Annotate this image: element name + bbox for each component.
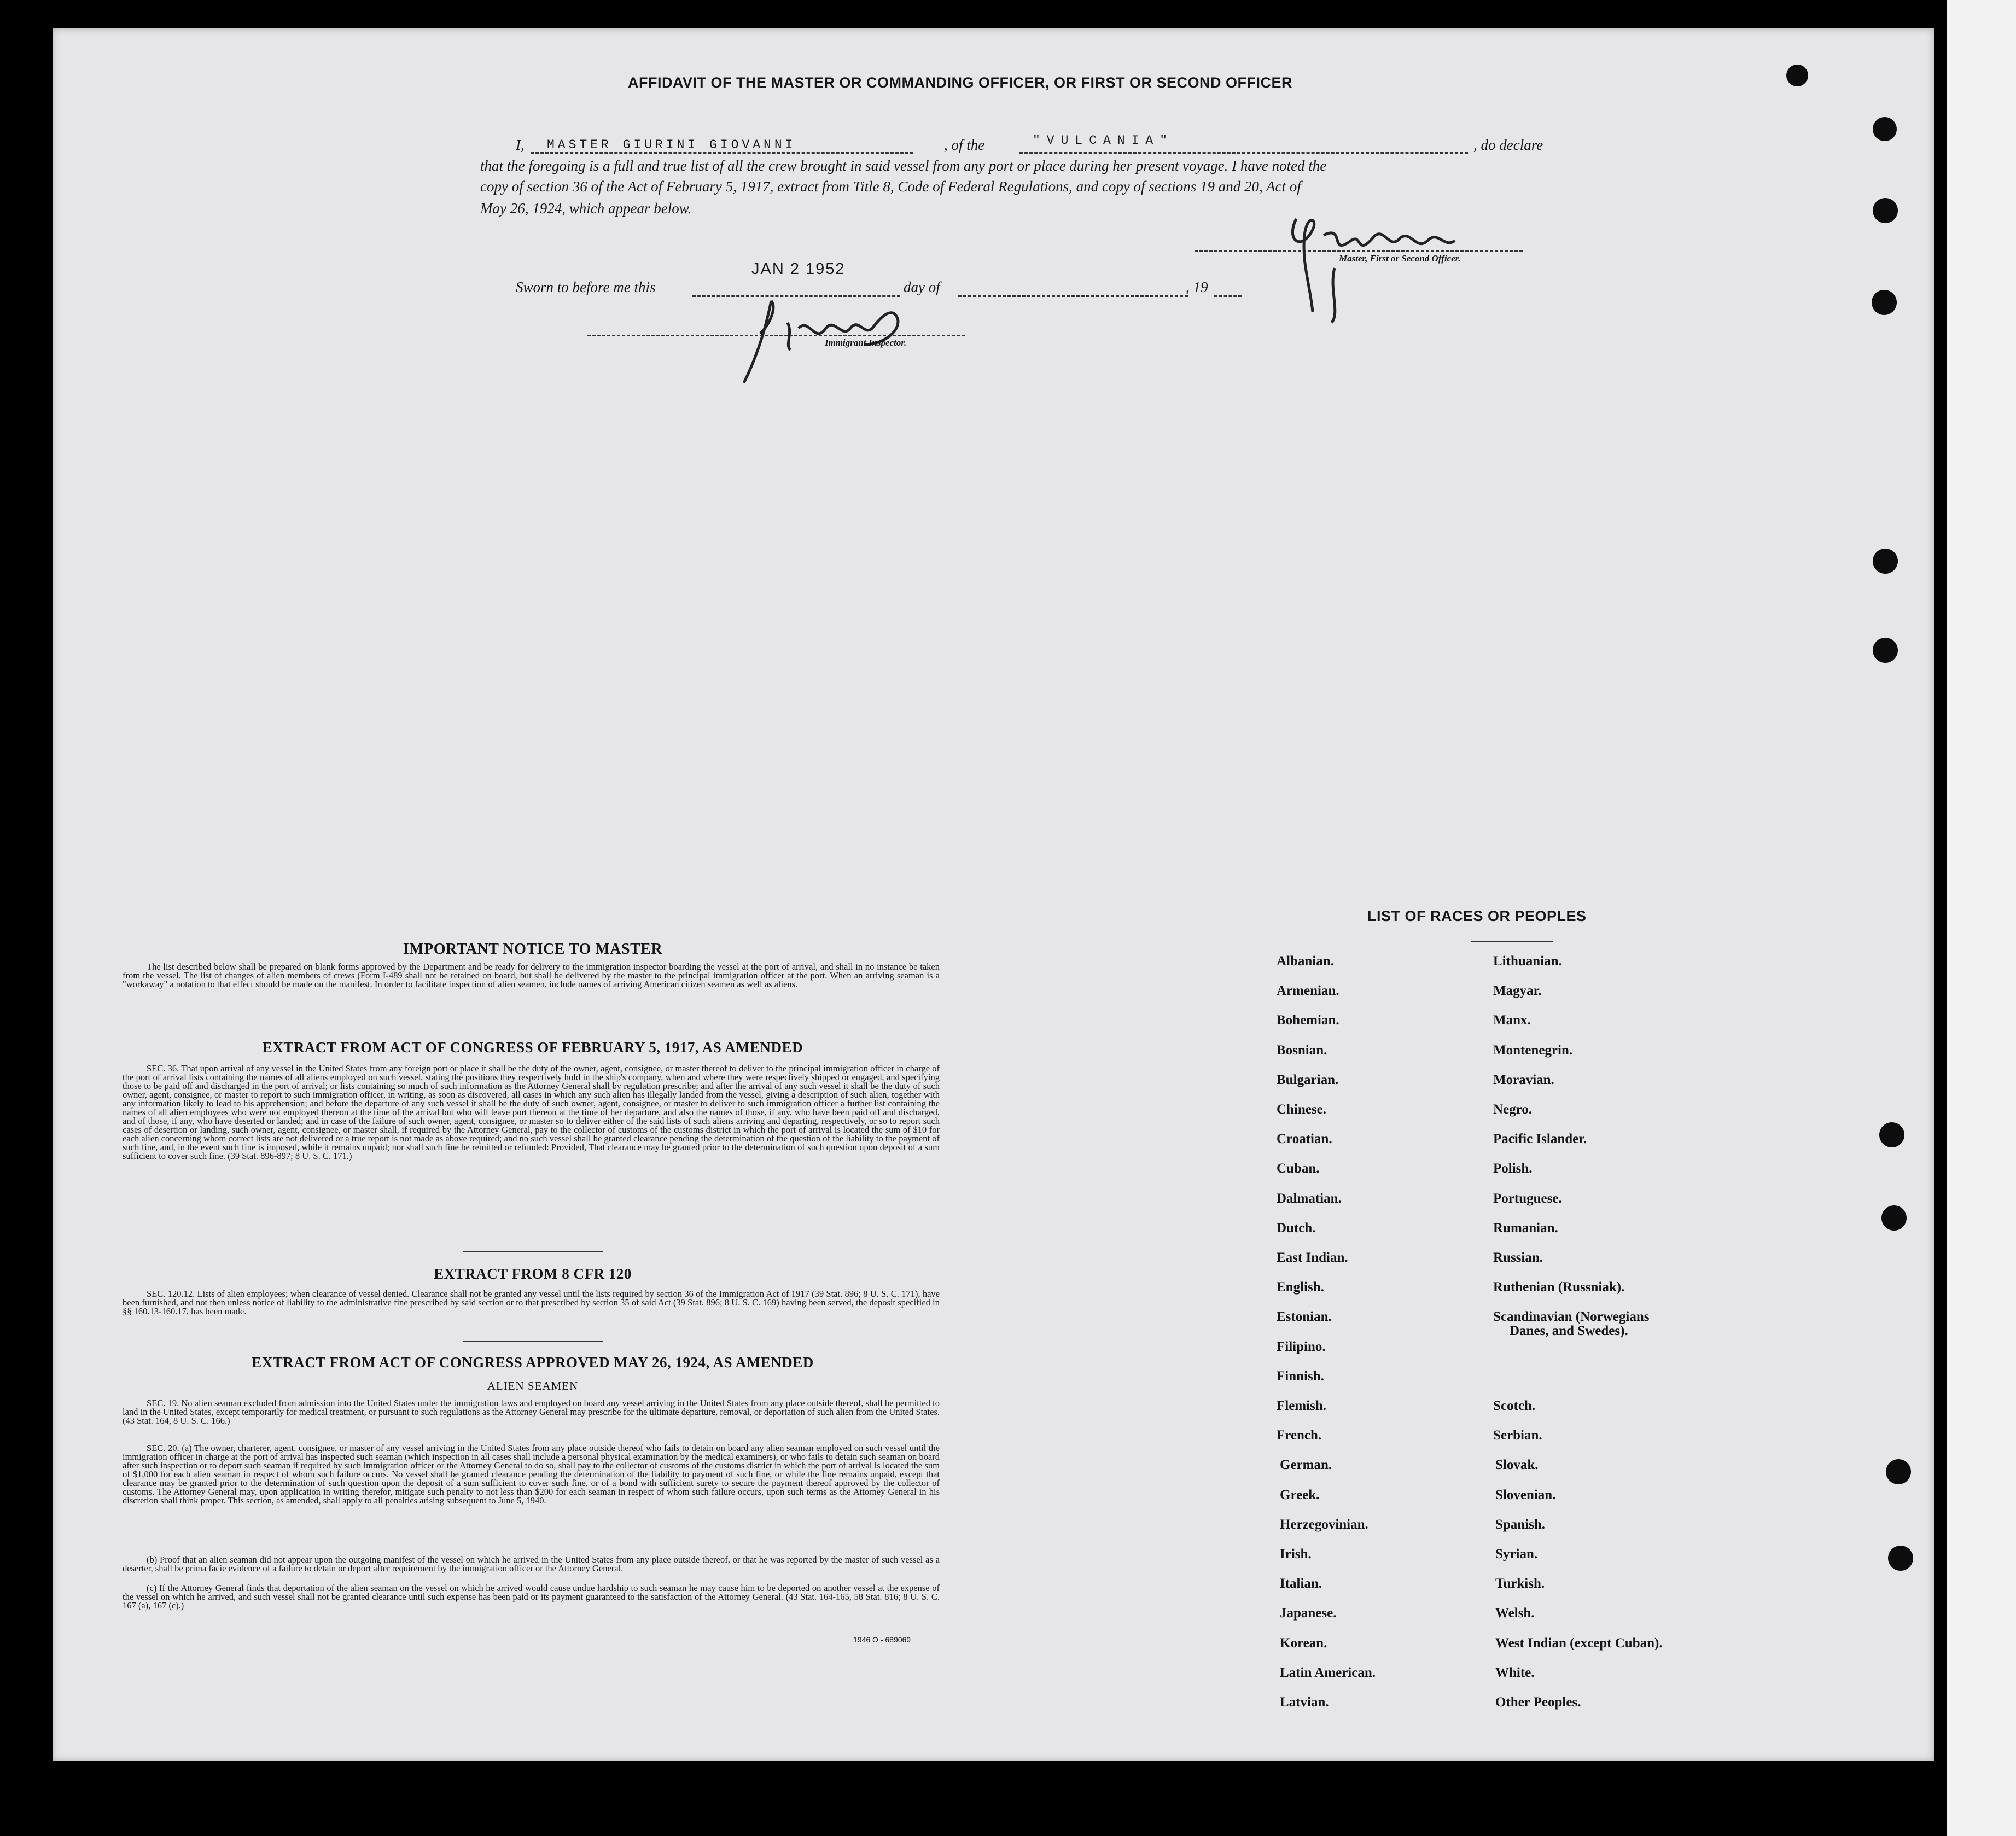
race-list-item: Moravian.	[1493, 1072, 1554, 1087]
race-list-item: Cuban.	[1277, 1161, 1320, 1176]
binder-hole	[1873, 549, 1898, 574]
race-list-item: Latvian.	[1280, 1695, 1329, 1710]
binder-hole	[1786, 65, 1808, 86]
race-list-item: Turkish.	[1495, 1576, 1545, 1592]
race-list-item: Armenian.	[1277, 983, 1339, 999]
section-divider	[463, 1251, 603, 1252]
race-list-item: Scotch.	[1493, 1398, 1536, 1413]
sworn-month-line	[958, 295, 1188, 297]
race-list-item: Ruthenian (Russniak).	[1493, 1280, 1625, 1295]
binder-hole	[1886, 1459, 1911, 1484]
extract-cfr-body: SEC. 120.12. Lists of alien employees; when clearance of vessel denied. Clearance shall not be granted any vessel until the lists required by section 36 of the Immigration Act of 1917 (39 Stat. 896; 8 U. S. C. 171), have been furnished, and not then unless notice of liability to the administrative fine prescribed by said section or to that prescribed by section 35 of said Act (39 Stat. 896; 8 U. S. C. 169) having been served, the deposit specified in §§ 160.13-160.17, has been made.	[123, 1289, 940, 1316]
year-label: , 19	[1186, 279, 1208, 295]
race-list-item: Croatian.	[1277, 1132, 1332, 1147]
notice-body: The list described below shall be prepared on blank forms approved by the Department and be ready for delivery to the immigration inspector boarding the vessel at the port of arrival, and shall in no instance be taken from the vessel. The list of changes of alien members of crews (Form I-489 shall not be retained on board, but shall be delivered by the master to the principal immigration officer at the port. When an arriving seaman is a "workaway" a notation to that effect should be made on the manifest. In order to facilitate inspection of alien seamen, include names of arriving American citizen seamen as well as aliens.	[123, 961, 940, 989]
race-list-item: Lithuanian.	[1493, 954, 1562, 969]
inspector-caption: Immigrant Inspector.	[825, 337, 907, 348]
master-name-line	[531, 152, 913, 154]
race-list-item: Montenegrin.	[1493, 1042, 1573, 1058]
extract-cfr-title: EXTRACT FROM 8 CFR 120	[434, 1266, 632, 1282]
race-list-item: Serbian.	[1493, 1428, 1542, 1443]
race-list-item: Flemish.	[1277, 1398, 1326, 1413]
extract-1924-title: EXTRACT FROM ACT OF CONGRESS APPROVED MAY 26, 1924, AS AMENDED	[252, 1354, 814, 1371]
sec-20b-body: (b) Proof that an alien seaman did not appear upon the outgoing manifest of the vessel on which he arrived in the United States from any place outside thereof, or that he was reported by the master of such vessel as a deserter, shall be prima facie evidence of a failure to detain or deport after requirement by the immigration officer or the Attorney General.	[123, 1554, 940, 1573]
extract-1917-title: EXTRACT FROM ACT OF CONGRESS OF FEBRUARY 5, 1917, AS AMENDED	[262, 1039, 803, 1056]
affidavit-title: AFFIDAVIT OF THE MASTER OR COMMANDING OFFICER, OR FIRST OR SECOND OFFICER	[628, 74, 1292, 91]
race-list-item: Bulgarian.	[1277, 1072, 1339, 1087]
race-list-item: Pacific Islander.	[1493, 1132, 1587, 1147]
race-list-item: Other Peoples.	[1495, 1695, 1581, 1710]
race-list-item: Magyar.	[1493, 983, 1542, 999]
declare-label: , do declare	[1473, 137, 1543, 153]
sec-19-body: SEC. 19. No alien seaman excluded from admission into the United States under the immigration laws and employed on board any vessel arriving in the United States from any place outside thereof, shall be permitted to land in the United States, except temporarily for medical treatment, or pursuant to such regulations as the Attorney General may prescribe for the ultimate departure, removal, or deportation of such alien from the United States. (43 Stat. 164, 8 U. S. C. 166.)	[123, 1398, 940, 1426]
race-list-item: English.	[1277, 1280, 1324, 1295]
binder-hole	[1888, 1546, 1913, 1571]
vessel-name: "VULCANIA"	[1033, 133, 1174, 148]
declaration-line-4: May 26, 1924, which appear below.	[480, 200, 692, 217]
race-list-item: Polish.	[1493, 1161, 1533, 1176]
day-of-label: day of	[904, 279, 940, 295]
declaration-line-3: copy of section 36 of the Act of February 5, 1917, extract from Title 8, Code of Federal Regulations, and copy of sections 19 and 20, Act of	[480, 178, 1301, 195]
date-stamp: JAN 2 1952	[751, 260, 846, 278]
vessel-line	[1019, 152, 1468, 154]
race-list-item: French.	[1277, 1428, 1322, 1443]
inspector-signature	[733, 284, 941, 388]
master-signature-caption: Master, First or Second Officer.	[1339, 253, 1461, 264]
race-list-item: German.	[1280, 1458, 1332, 1473]
race-list-item: Greek.	[1280, 1487, 1320, 1502]
binder-hole	[1881, 1205, 1907, 1231]
extract-1917-body: SEC. 36. That upon arrival of any vessel in the United States from any foreign port or place it shall be the duty of the owner, agent, consignee, or master thereof to deliver to the principal immigration officer in charge of the port of arrival lists containing the names of all aliens employed on such vessel, stating the positions they respectively hold in the ship's company, when and where they were respectively shipped or engaged, and specifying those to be paid off and discharged in the port of arrival; or lists containing so much of such information as the Attorney General shall by regulation prescribe; and after the arrival of any such vessel it shall be the duty of such owner, agent, consignee, or master to report to such immigration officer, in writing, as soon as discovered, all cases in which any such alien has illegally landed from the vessel, giving a description of such alien, together with any information likely to lead to his apprehension; and before the departure of any such vessel it shall be the duty of such owner, agent, consignee, or master to deliver to such immigration officer a further list containing the names of all alien employees who were not employed thereon at the time of the arrival but who will leave port thereon at the time of her departure, and also the names of those, if any, who have been paid off and discharged, and of those, if any, who have deserted or landed; and in case of the failure of such owner, agent, consignee, or master so to deliver either of the said lists of such aliens arriving and departing, respectively, or so to report such cases of desertion or landing, such owner, agent, consignee, or master shall, if required by the Attorney General, pay to the collector of customs of the customs district in which the port of arrival is located the sum of $10 for each alien concerning whom correct lists are not delivered or a true report is not made as above required; and no such vessel shall be granted clearance pending the determination of the question of the liability to the payment of such fine, and, in the event such fine is imposed, while it remains unpaid; nor shall such fine be remitted or refunded: Provided, That clearance may be granted prior to the determination of such question upon deposit of a sum sufficient to cover such fine. (39 Stat. 896-897; 8 U. S. C. 171.)	[123, 1063, 940, 1161]
race-list-item: Filipino.	[1277, 1339, 1326, 1354]
binder-hole	[1879, 1122, 1904, 1147]
race-list-item: Negro.	[1493, 1102, 1533, 1117]
race-list-item: West Indian (except Cuban).	[1495, 1635, 1663, 1651]
race-list-item: Irish.	[1280, 1547, 1312, 1561]
race-list-item: Chinese.	[1277, 1102, 1326, 1117]
declaration-line-2: that the foregoing is a full and true list of all the crew brought in said vessel from any port or place during her present voyage. I have noted the	[480, 158, 1327, 174]
race-list-item: Bosnian.	[1277, 1042, 1327, 1058]
binder-hole	[1873, 117, 1897, 141]
sec-20a-body: SEC. 20. (a) The owner, charterer, agent, consignee, or master of any vessel arriving in the United States from any place outside thereof who fails to detain on board any alien seaman employed on such vessel until the immigration officer in charge at the port of arrival has inspected such seaman (which inspection in all cases shall include a personal physical examination by the medical examiners), or who fails to detain such seaman on board after such inspection or to deport such seaman if required by such immigration officer or the Attorney General to do so, shall pay to the collector of customs of the customs district in which the port of arrival is located the sum of $1,000 for each alien seaman in respect of whom such failure occurs. No vessel shall be granted clearance pending the determination of the liability to payment of such fine, or while the fine remains unpaid, except that clearance may be granted prior to the determination of such question upon the deposit of a sum sufficient to cover such fine, or of a bond with sufficient surety to secure the payment thereof approved by the collector of customs. The Attorney General may, upon application in writing therefor, mitigate such penalty to not less than $200 for each seaman in respect of whom such failure occurs, upon such terms as the Attorney General in his discretion shall think proper. This section, as amended, shall apply to all penalties arising subsequent to June 5, 1940.	[123, 1443, 940, 1506]
extract-1924-subtitle: ALIEN SEAMEN	[487, 1379, 579, 1392]
races-title: LIST OF RACES OR PEOPLES	[1367, 908, 1587, 924]
binder-edge	[1947, 0, 2016, 1836]
race-list-item: Slovenian.	[1495, 1487, 1556, 1502]
race-list-item: Welsh.	[1495, 1606, 1535, 1621]
race-list-item: Syrian.	[1495, 1547, 1538, 1561]
sec-20c-body: (c) If the Attorney General finds that deportation of the alien seaman on the vessel on which he arrived would cause undue hardship to such seaman he may cause him to be deported on another vessel at the expense of the vessel on which he arrived, and such vessel shall not be granted clearance until such expense has been paid or its payment guaranteed to the satisfaction of the Attorney General. (43 Stat. 164-165, 58 Stat. 816; 8 U. S. C. 167 (a), 167 (c).)	[123, 1583, 940, 1611]
race-list-item: Spanish.	[1495, 1517, 1546, 1532]
master-name: MASTER GIURINI GIOVANNI	[547, 138, 796, 152]
race-list-item: Finnish.	[1277, 1368, 1324, 1384]
race-list-item: Italian.	[1280, 1576, 1322, 1592]
race-list-item: White.	[1495, 1665, 1535, 1680]
section-divider	[463, 1341, 603, 1342]
race-list-item: Rumanian.	[1493, 1220, 1558, 1235]
race-list-item: Danes, and Swedes).	[1510, 1324, 1628, 1339]
race-list-item: Korean.	[1280, 1635, 1327, 1651]
print-code: 1946 O - 689069	[853, 1635, 911, 1644]
races-title-rule	[1471, 941, 1553, 942]
binder-hole	[1873, 638, 1898, 663]
race-list-item: Dutch.	[1277, 1220, 1316, 1235]
race-list-item: Manx.	[1493, 1013, 1531, 1028]
binder-hole	[1872, 290, 1897, 315]
of-the-label: , of the	[944, 137, 985, 153]
race-list-item: Albanian.	[1277, 954, 1334, 969]
race-list-item: Estonian.	[1277, 1309, 1332, 1325]
race-list-item: Japanese.	[1280, 1606, 1337, 1621]
sworn-label: Sworn to before me this	[516, 279, 656, 295]
race-list-item: Bohemian.	[1277, 1013, 1339, 1028]
declarant-label: I,	[516, 137, 525, 153]
race-list-item: Russian.	[1493, 1250, 1543, 1265]
race-list-item: Slovak.	[1495, 1458, 1539, 1473]
race-list-item: Herzegovinian.	[1280, 1517, 1368, 1532]
master-signature	[1280, 208, 1477, 328]
race-list-item: Portuguese.	[1493, 1191, 1562, 1206]
race-list-item: Scandinavian (Norwegians	[1493, 1309, 1650, 1325]
binder-hole	[1873, 198, 1898, 223]
race-list-item: Dalmatian.	[1277, 1191, 1342, 1206]
race-list-item: East Indian.	[1277, 1250, 1348, 1265]
notice-title: IMPORTANT NOTICE TO MASTER	[403, 941, 663, 958]
race-list-item: Latin American.	[1280, 1665, 1376, 1680]
sworn-year-line	[1214, 295, 1242, 297]
